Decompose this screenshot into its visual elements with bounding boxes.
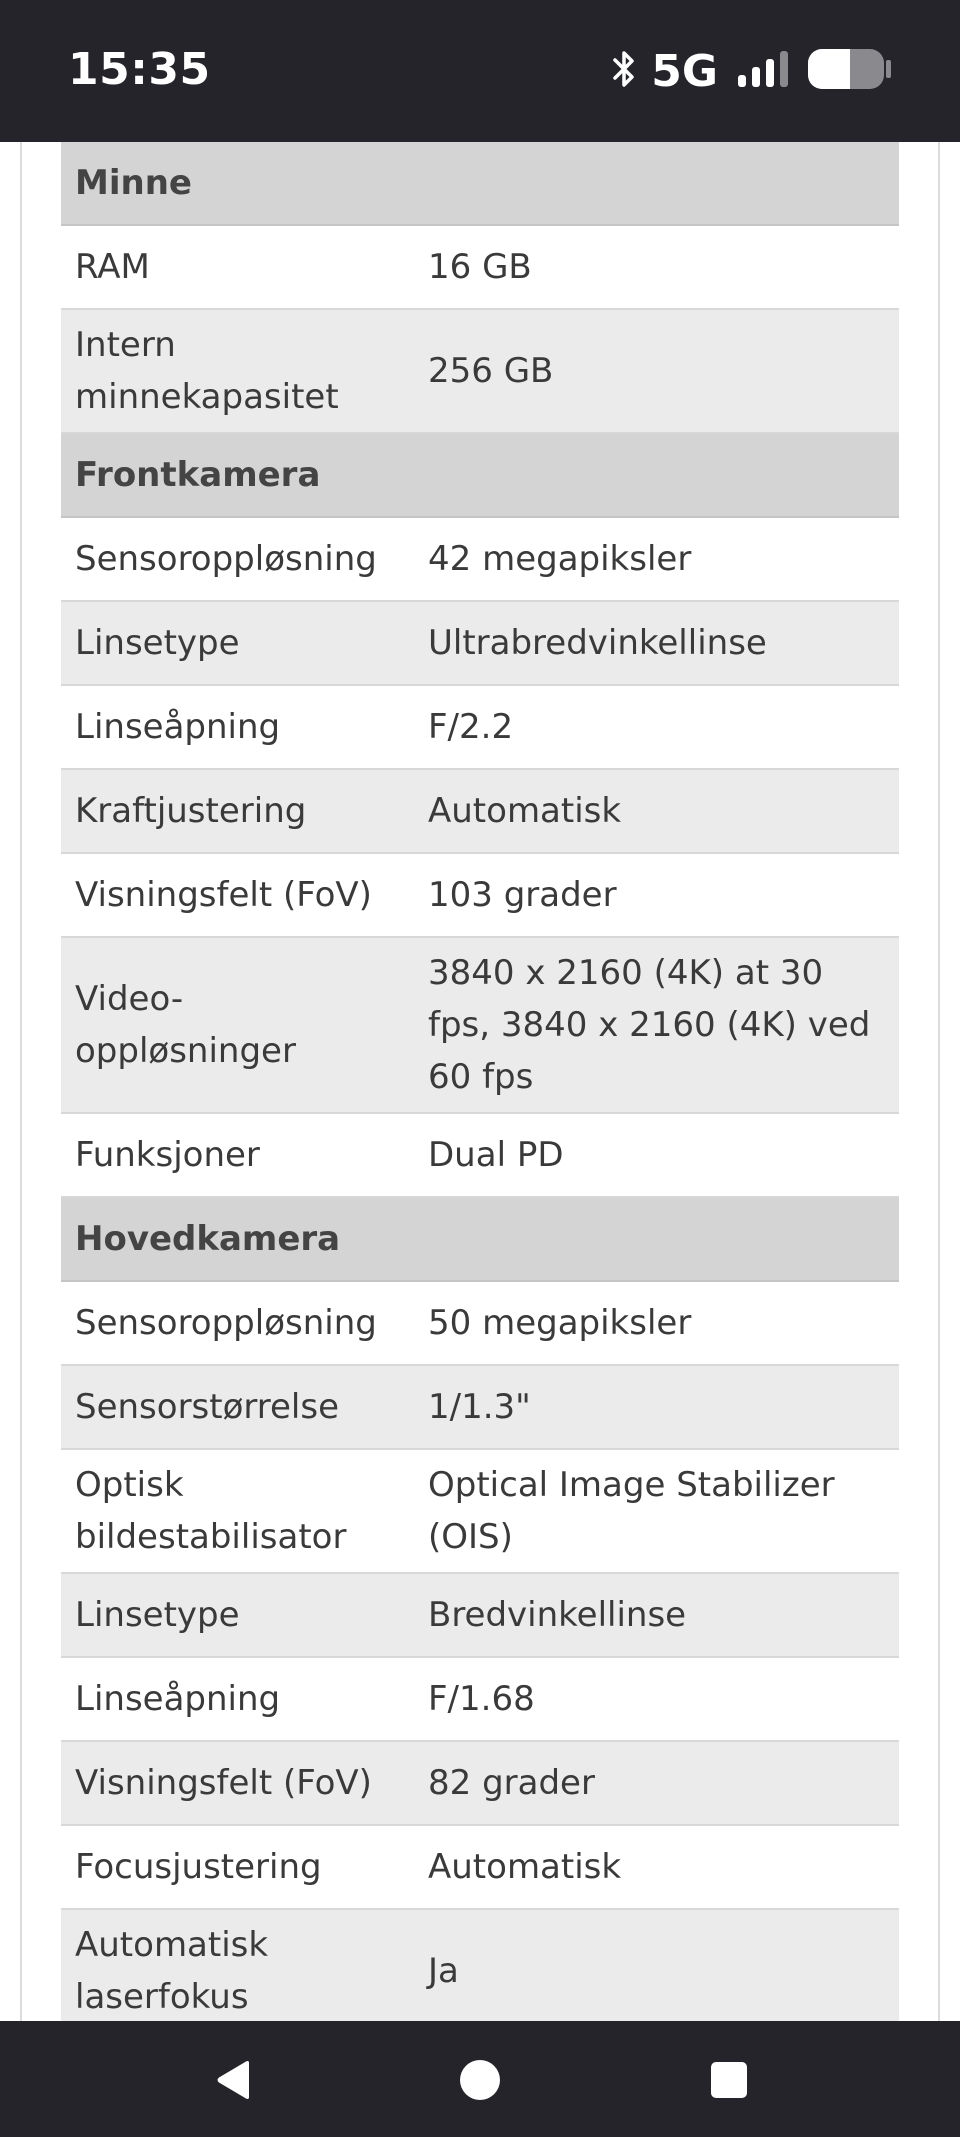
status-icons	[611, 46, 892, 96]
spec-row	[61, 769, 899, 853]
spec-row	[61, 1573, 899, 1657]
spec-label: Video-oppløsninger	[61, 937, 414, 1113]
spec-label: Kraftjustering	[61, 769, 414, 853]
section-title: Minne	[61, 142, 899, 225]
spec-label: Automatisk laserfokus	[61, 1909, 414, 2021]
home-icon[interactable]	[459, 2059, 501, 2101]
section-header	[61, 1197, 899, 1281]
spec-value: 103 grader	[414, 853, 899, 937]
spec-row	[61, 853, 899, 937]
spec-label: Focusjustering	[61, 1825, 414, 1909]
spec-row	[61, 225, 899, 309]
section-header	[61, 142, 899, 225]
spec-value: 16 GB	[414, 225, 899, 309]
spec-table	[61, 142, 899, 2021]
spec-label: Optisk bildestabilisator	[61, 1449, 414, 1573]
spec-row	[61, 601, 899, 685]
section-title: Hovedkamera	[61, 1197, 899, 1281]
spec-label: Sensorstørrelse	[61, 1365, 414, 1449]
status-bar	[0, 0, 960, 142]
spec-label: Sensoroppløsning	[61, 1281, 414, 1365]
spec-label: Linseåpning	[61, 685, 414, 769]
spec-row	[61, 1741, 899, 1825]
spec-row	[61, 685, 899, 769]
spec-value: Ultrabredvinkellinse	[414, 601, 899, 685]
spec-row	[61, 1657, 899, 1741]
spec-row	[61, 1113, 899, 1197]
page-content[interactable]	[0, 142, 960, 2021]
spec-value: F/2.2	[414, 685, 899, 769]
spec-value: 256 GB	[414, 309, 899, 433]
section-title: Frontkamera	[61, 433, 899, 517]
content-frame-right	[938, 142, 940, 2021]
spec-label: Funksjoner	[61, 1113, 414, 1197]
spec-row	[61, 309, 899, 433]
spec-row	[61, 1365, 899, 1449]
spec-value: 82 grader	[414, 1741, 899, 1825]
spec-value: 42 megapiksler	[414, 517, 899, 601]
battery-icon	[806, 47, 892, 95]
back-icon[interactable]	[213, 2059, 255, 2101]
spec-label: Linsetype	[61, 1573, 414, 1657]
content-frame-left	[20, 142, 22, 2021]
spec-value: Optical Image Stabilizer (OIS)	[414, 1449, 899, 1573]
network-type: 5G	[651, 45, 718, 97]
spec-label: Sensoroppløsning	[61, 517, 414, 601]
spec-label: Linseåpning	[61, 1657, 414, 1741]
spec-row	[61, 517, 899, 601]
spec-label: Visningsfelt (FoV)	[61, 1741, 414, 1825]
status-time: 15:35	[68, 44, 211, 95]
spec-row	[61, 1909, 899, 2021]
spec-row	[61, 937, 899, 1113]
spec-value: F/1.68	[414, 1657, 899, 1741]
bluetooth-icon	[611, 49, 637, 93]
spec-row	[61, 1825, 899, 1909]
spec-label: RAM	[61, 225, 414, 309]
spec-label: Visningsfelt (FoV)	[61, 853, 414, 937]
spec-label: Intern minnekapasitet	[61, 309, 414, 433]
signal-icon	[736, 49, 792, 93]
spec-value: Ja	[414, 1909, 899, 2021]
spec-value: 50 megapiksler	[414, 1281, 899, 1365]
spec-value: Automatisk	[414, 1825, 899, 1909]
spec-row	[61, 1449, 899, 1573]
spec-value: Automatisk	[414, 769, 899, 853]
navigation-bar	[0, 2021, 960, 2137]
spec-value: Dual PD	[414, 1113, 899, 1197]
spec-label: Linsetype	[61, 601, 414, 685]
spec-value: Bredvinkellinse	[414, 1573, 899, 1657]
spec-value: 3840 x 2160 (4K) at 30 fps, 3840 x 2160 (4K) ved 60 fps	[414, 937, 899, 1113]
section-header	[61, 433, 899, 517]
spec-value: 1/1.3"	[414, 1365, 899, 1449]
spec-row	[61, 1281, 899, 1365]
recents-icon[interactable]	[708, 2059, 750, 2101]
